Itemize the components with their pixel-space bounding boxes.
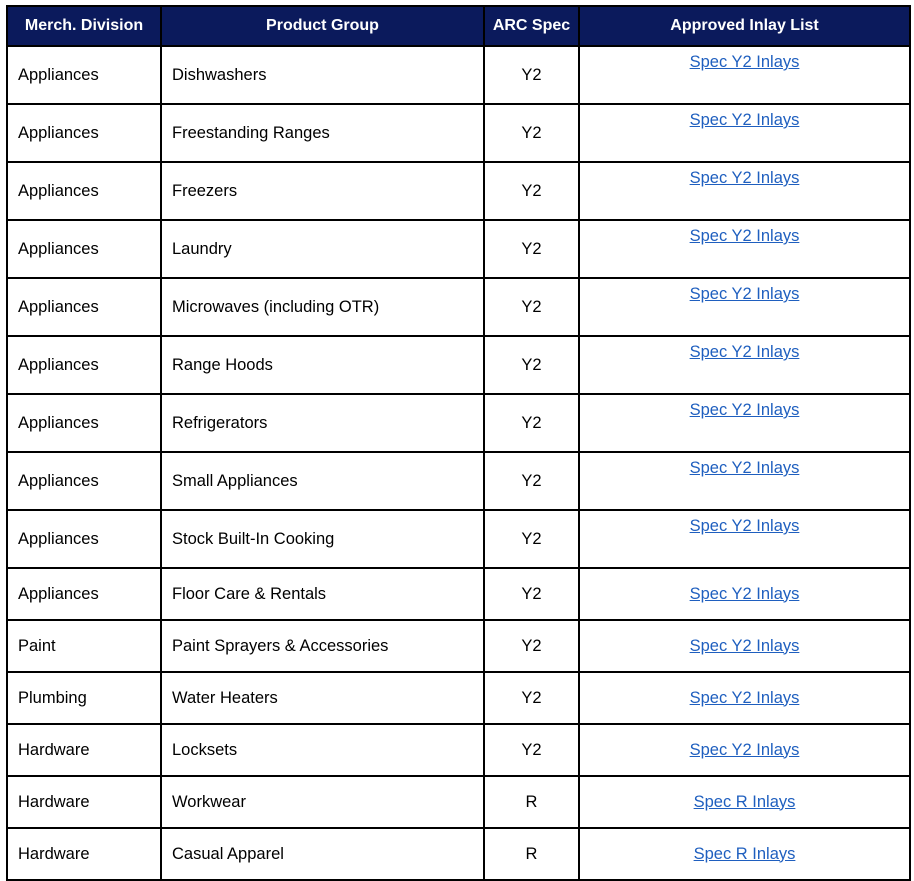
inlay-list-link[interactable]: Spec Y2 Inlays [689, 227, 800, 245]
cell-approved-inlay-list [579, 336, 910, 394]
table-row [7, 220, 910, 278]
cell-product-group: Locksets [161, 724, 484, 776]
header-merch-division: Merch. Division [7, 6, 161, 46]
cell-merch-division: Plumbing [7, 672, 161, 724]
cell-arc-spec: Y2 [484, 672, 579, 724]
inlay-list-link[interactable]: Spec Y2 Inlays [689, 517, 800, 535]
approved-inlay-table [6, 5, 911, 881]
table-row [7, 278, 910, 336]
cell-merch-division: Appliances [7, 104, 161, 162]
table-body [7, 46, 910, 880]
table-row [7, 394, 910, 452]
inlay-list-link[interactable]: Spec Y2 Inlays [689, 688, 800, 707]
cell-product-group: Microwaves (including OTR) [161, 278, 484, 336]
table-row [7, 510, 910, 568]
cell-product-group: Small Appliances [161, 452, 484, 510]
cell-arc-spec: R [484, 776, 579, 828]
inlay-list-link[interactable]: Spec Y2 Inlays [689, 740, 800, 759]
cell-arc-spec: Y2 [484, 452, 579, 510]
table-row [7, 568, 910, 620]
cell-approved-inlay-list [579, 776, 910, 828]
inlay-list-link[interactable]: Spec R Inlays [693, 792, 796, 811]
cell-arc-spec: Y2 [484, 336, 579, 394]
cell-merch-division: Paint [7, 620, 161, 672]
cell-product-group: Stock Built-In Cooking [161, 510, 484, 568]
table-row [7, 46, 910, 104]
cell-approved-inlay-list [579, 162, 910, 220]
cell-approved-inlay-list [579, 394, 910, 452]
inlay-list-link[interactable]: Spec Y2 Inlays [689, 53, 800, 71]
cell-approved-inlay-list [579, 104, 910, 162]
cell-product-group: Floor Care & Rentals [161, 568, 484, 620]
cell-approved-inlay-list [579, 724, 910, 776]
cell-arc-spec: Y2 [484, 46, 579, 104]
table-row [7, 724, 910, 776]
cell-merch-division: Appliances [7, 394, 161, 452]
cell-merch-division: Appliances [7, 452, 161, 510]
inlay-list-link[interactable]: Spec Y2 Inlays [689, 401, 800, 419]
cell-merch-division: Appliances [7, 278, 161, 336]
cell-approved-inlay-list [579, 620, 910, 672]
cell-product-group: Freezers [161, 162, 484, 220]
inlay-list-link[interactable]: Spec Y2 Inlays [689, 343, 800, 361]
cell-approved-inlay-list [579, 46, 910, 104]
cell-arc-spec: Y2 [484, 568, 579, 620]
cell-arc-spec: Y2 [484, 510, 579, 568]
cell-arc-spec: Y2 [484, 278, 579, 336]
cell-product-group: Water Heaters [161, 672, 484, 724]
cell-product-group: Range Hoods [161, 336, 484, 394]
cell-product-group: Freestanding Ranges [161, 104, 484, 162]
cell-product-group: Dishwashers [161, 46, 484, 104]
cell-merch-division: Appliances [7, 568, 161, 620]
cell-merch-division: Appliances [7, 336, 161, 394]
cell-product-group: Casual Apparel [161, 828, 484, 880]
table-row [7, 620, 910, 672]
table-row [7, 452, 910, 510]
cell-approved-inlay-list [579, 672, 910, 724]
cell-approved-inlay-list [579, 278, 910, 336]
table-header [7, 6, 910, 46]
cell-arc-spec: Y2 [484, 104, 579, 162]
inlay-list-link[interactable]: Spec Y2 Inlays [689, 111, 800, 129]
cell-arc-spec: R [484, 828, 579, 880]
inlay-list-link[interactable]: Spec Y2 Inlays [689, 636, 800, 655]
table-row [7, 776, 910, 828]
cell-merch-division: Appliances [7, 46, 161, 104]
cell-merch-division: Appliances [7, 220, 161, 278]
table-row [7, 162, 910, 220]
cell-merch-division: Appliances [7, 162, 161, 220]
cell-product-group: Refrigerators [161, 394, 484, 452]
cell-product-group: Paint Sprayers & Accessories [161, 620, 484, 672]
header-arc-spec: ARC Spec [484, 6, 579, 46]
cell-arc-spec: Y2 [484, 162, 579, 220]
header-approved-inlay-list: Approved Inlay List [579, 6, 910, 46]
cell-approved-inlay-list [579, 828, 910, 880]
table-row [7, 828, 910, 880]
cell-approved-inlay-list [579, 452, 910, 510]
inlay-list-link[interactable]: Spec Y2 Inlays [689, 584, 800, 603]
cell-product-group: Laundry [161, 220, 484, 278]
table-row [7, 336, 910, 394]
cell-merch-division: Appliances [7, 510, 161, 568]
cell-merch-division: Hardware [7, 776, 161, 828]
inlay-list-link[interactable]: Spec Y2 Inlays [689, 285, 800, 303]
cell-approved-inlay-list [579, 220, 910, 278]
cell-approved-inlay-list [579, 568, 910, 620]
cell-arc-spec: Y2 [484, 394, 579, 452]
cell-product-group: Workwear [161, 776, 484, 828]
cell-arc-spec: Y2 [484, 620, 579, 672]
inlay-list-link[interactable]: Spec R Inlays [693, 844, 796, 863]
inlay-list-link[interactable]: Spec Y2 Inlays [689, 169, 800, 187]
cell-merch-division: Hardware [7, 828, 161, 880]
cell-arc-spec: Y2 [484, 220, 579, 278]
cell-merch-division: Hardware [7, 724, 161, 776]
header-row [7, 6, 910, 46]
table-row [7, 672, 910, 724]
table-row [7, 104, 910, 162]
header-product-group: Product Group [161, 6, 484, 46]
inlay-list-link[interactable]: Spec Y2 Inlays [689, 459, 800, 477]
cell-approved-inlay-list [579, 510, 910, 568]
cell-arc-spec: Y2 [484, 724, 579, 776]
